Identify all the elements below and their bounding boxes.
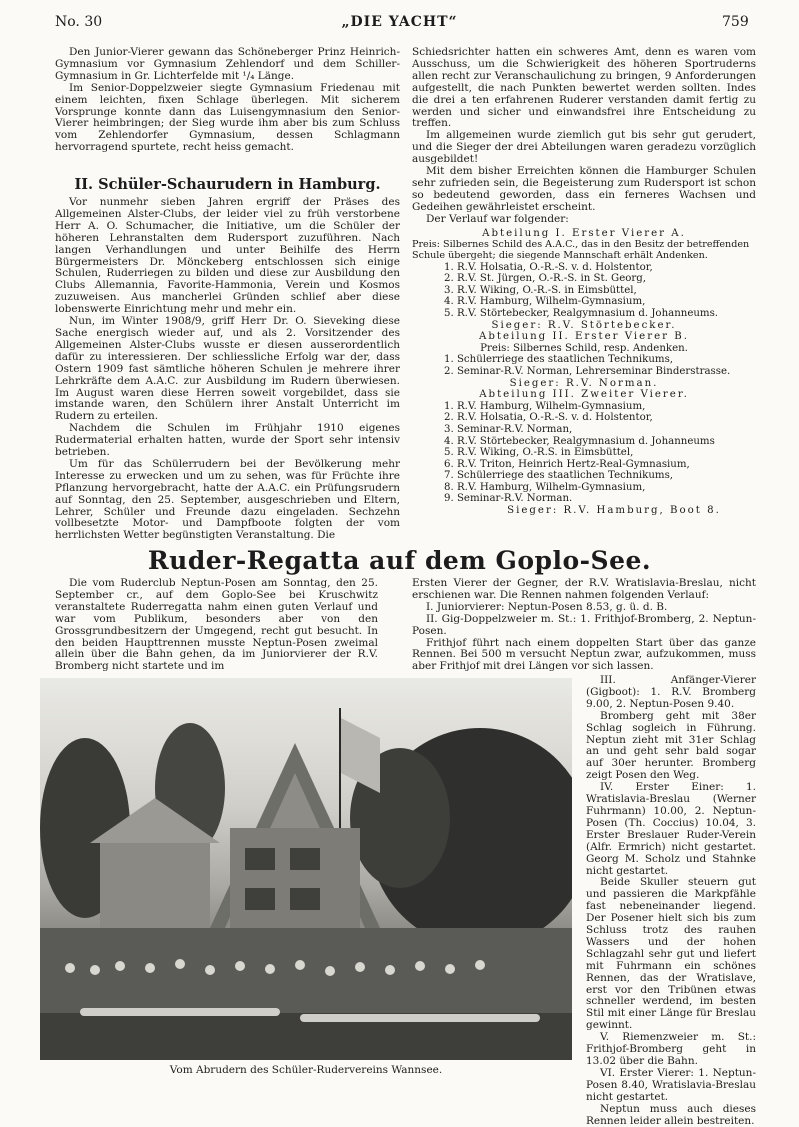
list-item: 6. R.V. Triton, Heinrich Hertz-Real-Gymnasium,: [444, 458, 690, 470]
boathouse-photo: [40, 678, 572, 1060]
race-result: IV. Erster Einer: 1. Wratislavia-Breslau (Werner Fuhrmann) 10.00, 2. Neptun-Posen (Th. Coccius) 10.04, 3. Erster Breslauer Ruder-Verein (Alfr. Ermrich) nicht gestartet. Georg M. Scholz und Stahnke nicht gestartet.: [586, 781, 756, 877]
section-heading: II. Schüler-Schaurudern in Hamburg.: [74, 176, 381, 193]
paragraph: Im Senior-Doppelzweier siegte Gymnasium Friedenau mit einem leichten, fixen Schlage überlegen. Mit sicherem Vorsprunge konnte dann das Luisengymnasium den Senior-Vierer heimbringen; der Sieg wurde ihm aber bis zum Schluss vom Zehlendorfer Gymnasium, dessen Schlagmann hervorragend spurtete, recht heiss gemacht.: [55, 81, 400, 154]
paragraph: Die vom Ruderclub Neptun-Posen am Sonntag, den 25. September cr., auf dem Goplo-See bei Kruschwitz veranstaltete Ruderregatta nahm einen guten Verlauf und war vom Publikum, besonders aber von den Grossgrundbesitzern der Umgegend, recht gut besucht. In den beiden Haupttrennen musste Neptun-Posen zweimal allein über die Bahn gehen, da im Juniorvierer der R.V. Bromberg nicht startete und im: [55, 577, 378, 673]
abteilung-3: [412, 389, 756, 517]
paragraph: Der Verlauf war folgender:: [426, 212, 569, 225]
paragraph: Ersten Vierer der Gegner, der R.V. Wratislavia-Breslau, nicht erschienen war. Die Rennen nahmen folgenden Verlauf:: [412, 577, 756, 601]
race-result: I. Juniorvierer: Neptun-Posen 8.53, g. ü. d. B.: [426, 600, 668, 613]
list-item: 4. R.V. Störtebecker, Realgymnasium d. Johanneums: [444, 435, 715, 447]
paragraph: Vor nunmehr sieben Jahren ergriff der Präses des Allgemeinen Alster-Clubs, der leider viel zu früh verstorbene Herr A. O. Schumacher, die Initiative, um die Schüler der höheren Lehranstalten dem Rudersport zuzuführen. Nach langen Verhandlungen und unter Beihilfe des Herrn Bürgermeisters Dr. Mönckeberg entschlossen sich einige Schulen, Ruderriegen zu bilden und diese zur Ausbildung den Clubs Allemannia, Favorite-Hammonia, Verein und Kosmos zuzuweisen. Aus mancherlei Gründen schlief aber diese lobenswerte Einrichtung mehr und mehr ein.: [55, 196, 400, 316]
paragraph: Frithjof führt nach einem doppelten Start über das ganze Rennen. Bei 500 m versucht Neptun zwar, aufzukommen, muss aber Frithjof mit drei Längen vor sich lassen.: [412, 636, 756, 673]
race-result: III. Anfänger-Vierer (Gigboot): 1. R.V. Bromberg 9.00, 2. Neptun-Posen 9.40.: [586, 674, 756, 710]
paragraph: Neptun muss auch dieses Rennen leider allein bestreiten.: [586, 1102, 756, 1127]
page-number: 759: [722, 14, 749, 30]
paragraph: Im allgemeinen wurde ziemlich gut bis sehr gut gerudert, und die Sieger der drei Abteilungen waren geradezu vorzüglich ausgebildet!: [412, 129, 756, 166]
preis-text: Preis: Silbernes Schild, resp. Andenken.: [480, 342, 688, 354]
list-item: 2. Seminar-R.V. Norman, Lehrerseminar Binderstrasse.: [444, 365, 731, 377]
left-column-top: [55, 47, 400, 154]
boathouse-illustration: [40, 678, 572, 1060]
list-item: 3. R.V. Wiking, O.-R.-S. in Eimsbüttel,: [444, 284, 637, 296]
paragraph: Nun, im Winter 1908/9, griff Herr Dr. O. Sieveking diese Sache energisch wieder auf, und als 2. Vorsitzender des Allgemeinen Alster-Clubs wusste er diesen ausserordentlich dafür zu interessieren. Der schliessliche Erfolg war der, dass Ostern 1909 fast sämtliche höheren Schulen je mehrere ihrer Lehrkräfte dem A.A.C. zur Ausbildung im Rudern überwiesen. Im August waren diese Herren soweit vorgebildet, dass sie imstande waren, den Schülern ihrer Anstalt Unterricht im Rudern zu erteilen.: [55, 315, 400, 423]
sieger-text: Sieger: R.V. Norman.: [509, 377, 659, 389]
goplo-left-column: [55, 578, 378, 673]
abteilung-title: Abteilung II. Erster Vierer B.: [479, 331, 689, 343]
paragraph: Bromberg geht mit 38er Schlag sogleich in Führung. Neptun zieht mit 31er Schlag an und geht sehr bald sogar auf 30er herunter. Bromberg zeigt Posen den Weg.: [586, 709, 756, 782]
goplo-right-column: [412, 578, 756, 673]
list-item: 3. Seminar-R.V. Norman,: [444, 423, 573, 435]
abteilung-title: Abteilung I. Erster Vierer A.: [482, 227, 686, 239]
sieger-text: Sieger: R.V. Hamburg, Boot 8.: [507, 505, 721, 517]
race-result: V. Riemenzweier m. St.: Frithjof-Bromberg geht in 13.02 über die Bahn.: [586, 1031, 756, 1067]
preis-text: Preis: Silbernes Schild des A.A.C., das in den Besitz der betreffenden Schule übergeht; die siegende Mannschaft erhält Andenken.: [412, 239, 750, 262]
list-item: 1. Schülerriege des staatlichen Technikums,: [444, 354, 674, 366]
list-item: 9. Seminar-R.V. Norman.: [444, 493, 573, 505]
right-column-top: [412, 47, 756, 517]
article-heading: Ruder-Regatta auf dem Goplo-See.: [147, 546, 652, 575]
sieger-text: Sieger: R.V. Störtebecker.: [491, 319, 677, 331]
abteilung-title: Abteilung III. Zweiter Vierer.: [479, 389, 689, 401]
photo-caption: Vom Abrudern des Schüler-Rudervereins Wannsee.: [169, 1064, 443, 1076]
paragraph: Um für das Schülerrudern bei der Bevölkerung mehr Interesse zu erwecken und um zu sehen, was für Früchte ihre Pflanzung hervorgebracht, hatte der A.A.C. ein Prüfungsrudern auf Sonntag, den 25. September, ausgeschrieben und Eltern, Lehrer, Schüler und Freunde dazu eingeladen. Sechzehn vollbesetzte Motor- und Dampfboote folgten der vom herrlichsten Wetter begünstigten Veranstaltung. Die: [55, 457, 400, 542]
list-item: 5. R.V. Wiking, O.-R.S. in Eimsbüttel,: [444, 447, 634, 459]
paragraph: Schiedsrichter hatten ein schweres Amt, denn es waren vom Ausschuss, um die Schwierigkeit des höheren Sportruderns allen recht zur Veranschaulichung zu bringen, 9 Anforderungen aufgestellt, die nach Punkten bewertet werden sollten. Indes die drei a ten erfahrenen Ruderer verstanden damit fertig zu werden und sicher und einwandsfrei ihre Entscheidung zu treffen.: [412, 46, 756, 130]
list-item: 7. Schülerriege des staatlichen Technikums,: [444, 470, 674, 482]
paragraph: Mit dem bisher Erreichten können die Hamburger Schulen sehr zufrieden sein, die Begeisterung zum Rudersport ist schon so bedeutend geworden, dass ein ferneres Wachsen und Gedeihen gewährleistet erscheint.: [412, 165, 756, 213]
journal-title: „DIE YACHT“: [341, 14, 458, 30]
list-item: 4. R.V. Hamburg, Wilhelm-Gymnasium,: [444, 296, 646, 308]
paragraph: Nachdem die Schulen im Frühjahr 1910 eigenes Rudermaterial erhalten hatten, wurde der Sport sehr intensiv betrieben.: [55, 422, 400, 459]
race-result: VI. Erster Vierer: 1. Neptun-Posen 8.40, Wratislavia-Breslau nicht gestartet.: [586, 1066, 756, 1103]
goplo-right-narrow-column: [586, 675, 756, 1127]
left-column-section: [55, 197, 400, 542]
list-item: 1. R.V. Hamburg, Wilhelm-Gymnasium,: [444, 400, 646, 412]
list-item: 8. R.V. Hamburg, Wilhelm-Gymnasium,: [444, 481, 646, 493]
paragraph: Beide Skuller steuern gut und passieren die Markpfähle fast nebeneinander liegend. Der Posener hielt sich bis zum Schluss trotz des rauhen Wassers und der hohen Schlagzahl sehr gut und liefert mit Fuhrmann ein schönes Rennen, das der Wratislave, erst vor den Tribünen etwas schneller werdend, im besten Stil mit einer Länge für Breslau gewinnt.: [586, 876, 756, 1032]
abteilung-1: [412, 228, 756, 332]
list-item: 2. R.V. St. Jürgen, O.-R.-S. in St. Georg,: [444, 273, 646, 285]
list-item: 2. R.V. Holsatia, O.-R.-S. v. d. Holstentor,: [444, 412, 653, 424]
list-item: 5. R.V. Störtebecker, Realgymnasium d. Johanneums.: [444, 307, 719, 319]
issue-number: No. 30: [55, 14, 103, 30]
abteilung-2: [412, 331, 756, 389]
race-result: II. Gig-Doppelzweier m. St.: 1. Frithjof-Bromberg, 2. Neptun-Posen.: [412, 612, 756, 637]
paragraph: Den Junior-Vierer gewann das Schöneberger Prinz Heinrich-Gymnasium vor Gymnasium Zehlendorf und dem Schiller-Gymnasium in Gr. Lichterfelde mit ¹/₄ Länge.: [55, 46, 400, 82]
list-item: 1. R.V. Holsatia, O.-R.-S. v. d. Holstentor,: [444, 261, 653, 273]
